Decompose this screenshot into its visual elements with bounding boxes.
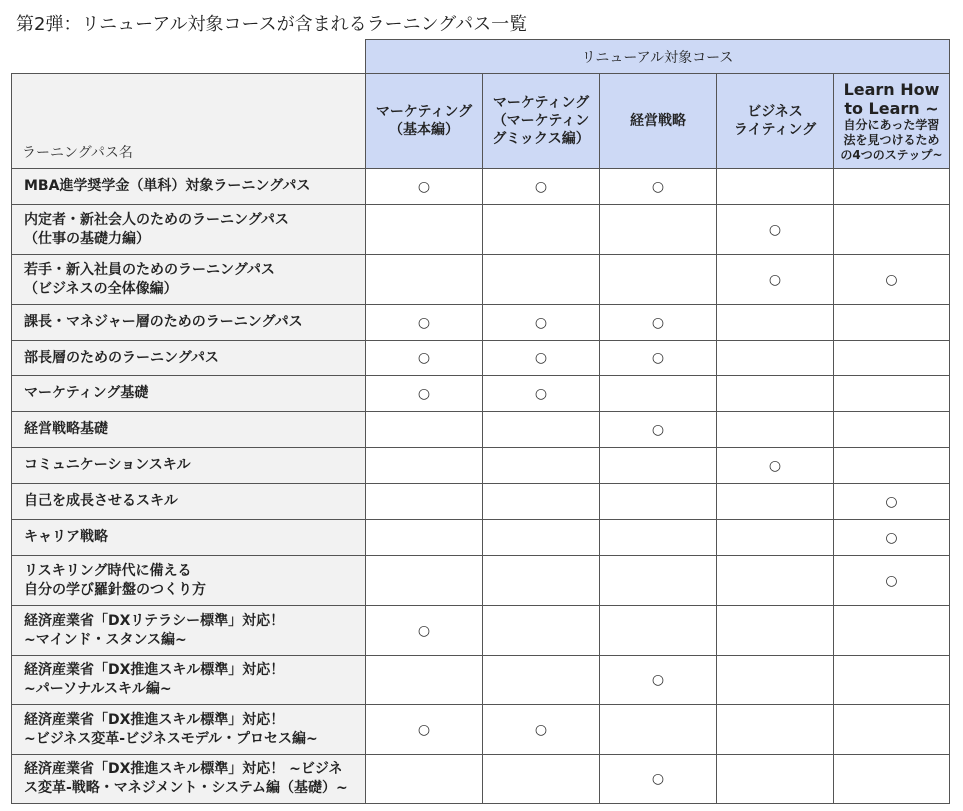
- target-course-mark-cell: ○: [483, 341, 600, 376]
- target-course-mark-cell: ○: [483, 376, 600, 412]
- empty-cell: [483, 255, 600, 305]
- empty-cell: [834, 705, 950, 755]
- learning-path-name: 経済産業省「DX推進スキル標準」対応！ ~パーソナルスキル編~: [12, 656, 366, 705]
- empty-cell: [366, 205, 483, 255]
- name-column-header: ラーニングパス名: [12, 74, 366, 169]
- table-row: [12, 556, 950, 606]
- learning-path-name: 経営戦略基礎: [12, 412, 366, 448]
- table-row: [12, 341, 950, 376]
- empty-cell: [717, 305, 834, 341]
- target-course-mark-cell: ○: [600, 341, 717, 376]
- column-header-learn-how-to-learn: [834, 74, 950, 169]
- empty-cell: [717, 376, 834, 412]
- empty-cell: [483, 412, 600, 448]
- target-course-mark-cell: ○: [834, 255, 950, 305]
- empty-cell: [483, 205, 600, 255]
- table-body: [12, 169, 950, 804]
- target-course-mark-cell: ○: [483, 169, 600, 205]
- column-header-line: マーケティング: [492, 95, 590, 111]
- empty-cell: [600, 556, 717, 606]
- target-course-mark-cell: ○: [366, 305, 483, 341]
- column-header-business-writing: [717, 74, 834, 169]
- target-course-mark-cell: ○: [600, 656, 717, 705]
- empty-cell: [366, 484, 483, 520]
- empty-cell: [834, 656, 950, 705]
- empty-cell: [366, 412, 483, 448]
- learning-path-table: [11, 39, 950, 804]
- empty-cell: [717, 484, 834, 520]
- column-header-line: ビジネス: [747, 104, 803, 120]
- empty-cell: [483, 755, 600, 804]
- target-course-mark-cell: ○: [366, 606, 483, 656]
- empty-cell: [366, 255, 483, 305]
- target-course-mark-cell: ○: [600, 169, 717, 205]
- table-row: [12, 484, 950, 520]
- empty-cell: [366, 656, 483, 705]
- table-row: [12, 376, 950, 412]
- target-course-mark-cell: ○: [717, 448, 834, 484]
- column-header-line: 経営戦略: [630, 113, 686, 129]
- empty-cell: [483, 520, 600, 556]
- target-course-mark-cell: ○: [366, 376, 483, 412]
- group-header-row: [12, 40, 950, 74]
- learning-path-name: コミュニケーションスキル: [12, 448, 366, 484]
- table-row: [12, 606, 950, 656]
- target-course-mark-cell: ○: [717, 205, 834, 255]
- empty-cell: [717, 705, 834, 755]
- column-header-subline: 自分にあった学習: [843, 117, 940, 132]
- empty-cell: [600, 606, 717, 656]
- learning-path-name: 課長・マネジャー層のためのラーニングパス: [12, 305, 366, 341]
- empty-cell: [717, 169, 834, 205]
- empty-cell: [600, 205, 717, 255]
- empty-cell: [717, 656, 834, 705]
- empty-cell: [483, 606, 600, 656]
- target-course-mark-cell: ○: [834, 520, 950, 556]
- learning-path-name: 部長層のためのラーニングパス: [12, 341, 366, 376]
- learning-path-name: MBA進学奨学金（単科）対象ラーニングパス: [12, 169, 366, 205]
- empty-cell: [834, 205, 950, 255]
- table-row: [12, 205, 950, 255]
- target-course-mark-cell: ○: [600, 305, 717, 341]
- learning-path-name: 経済産業省「DX推進スキル標準」対応！ ~ビジネス変革-ビジネスモデル・プロセス編~: [12, 705, 366, 755]
- table-row: [12, 520, 950, 556]
- column-header-line: （基本編）: [389, 122, 459, 138]
- table-row: [12, 169, 950, 205]
- empty-cell: [600, 520, 717, 556]
- column-header-line: Learn How: [843, 79, 940, 99]
- empty-cell: [717, 556, 834, 606]
- empty-cell: [834, 169, 950, 205]
- empty-cell: [366, 448, 483, 484]
- empty-cell: [834, 448, 950, 484]
- empty-cell: [366, 520, 483, 556]
- target-course-mark-cell: ○: [483, 705, 600, 755]
- table-row: [12, 412, 950, 448]
- group-header: リニューアル対象コース: [366, 40, 950, 74]
- empty-cell: [600, 376, 717, 412]
- blank-corner-cell: [12, 40, 366, 74]
- empty-cell: [483, 448, 600, 484]
- target-course-mark-cell: ○: [600, 412, 717, 448]
- empty-cell: [717, 341, 834, 376]
- empty-cell: [366, 755, 483, 804]
- empty-cell: [834, 606, 950, 656]
- column-header-line: ライティング: [733, 122, 817, 138]
- empty-cell: [483, 656, 600, 705]
- column-header-line: マーケティング: [375, 104, 473, 120]
- column-header-line: （マーケティン: [492, 113, 590, 129]
- empty-cell: [717, 755, 834, 804]
- table-row: [12, 656, 950, 705]
- empty-cell: [366, 556, 483, 606]
- column-header-strategy: [600, 74, 717, 169]
- empty-cell: [717, 520, 834, 556]
- target-course-mark-cell: ○: [717, 255, 834, 305]
- empty-cell: [600, 484, 717, 520]
- learning-path-name: キャリア戦略: [12, 520, 366, 556]
- empty-cell: [834, 341, 950, 376]
- table-row: [12, 255, 950, 305]
- empty-cell: [483, 484, 600, 520]
- target-course-mark-cell: ○: [483, 305, 600, 341]
- target-course-mark-cell: ○: [834, 556, 950, 606]
- column-header-marketing-basic: [366, 74, 483, 169]
- column-header-subline: の4つのステップ~: [840, 147, 943, 162]
- column-header-marketing-mix: [483, 74, 600, 169]
- empty-cell: [717, 606, 834, 656]
- learning-path-name: 経済産業省「DXリテラシー標準」対応！ ~マインド・スタンス編~: [12, 606, 366, 656]
- learning-path-name: 内定者・新社会人のためのラーニングパス （仕事の基礎力編）: [12, 205, 366, 255]
- target-course-mark-cell: ○: [366, 341, 483, 376]
- column-header-line: to Learn ~: [844, 98, 939, 118]
- column-header-row: [12, 74, 950, 169]
- empty-cell: [834, 412, 950, 448]
- learning-path-name: 自己を成長させるスキル: [12, 484, 366, 520]
- empty-cell: [600, 255, 717, 305]
- table-row: [12, 305, 950, 341]
- table-row: [12, 448, 950, 484]
- empty-cell: [717, 412, 834, 448]
- empty-cell: [600, 705, 717, 755]
- column-header-line: グミックス編）: [492, 131, 590, 147]
- learning-path-name: リスキリング時代に備える 自分の学び羅針盤のつくり方: [12, 556, 366, 606]
- page-title: 第2弾：リニューアル対象コースが含まれるラーニングパス一覧: [16, 14, 528, 35]
- learning-path-name: 若手・新入社員のためのラーニングパス （ビジネスの全体像編）: [12, 255, 366, 305]
- empty-cell: [834, 376, 950, 412]
- target-course-mark-cell: ○: [834, 484, 950, 520]
- target-course-mark-cell: ○: [600, 755, 717, 804]
- learning-path-name: マーケティング基礎: [12, 376, 366, 412]
- empty-cell: [834, 755, 950, 804]
- empty-cell: [600, 448, 717, 484]
- target-course-mark-cell: ○: [366, 169, 483, 205]
- target-course-mark-cell: ○: [366, 705, 483, 755]
- table-row: [12, 755, 950, 804]
- empty-cell: [834, 305, 950, 341]
- column-header-subline: 法を見つけるため: [843, 132, 940, 147]
- empty-cell: [483, 556, 600, 606]
- learning-path-name: 経済産業省「DX推進スキル標準」対応！ ~ビジネ ス変革-戦略・マネジメント・システム編（基礎）~: [12, 755, 366, 804]
- table-row: [12, 705, 950, 755]
